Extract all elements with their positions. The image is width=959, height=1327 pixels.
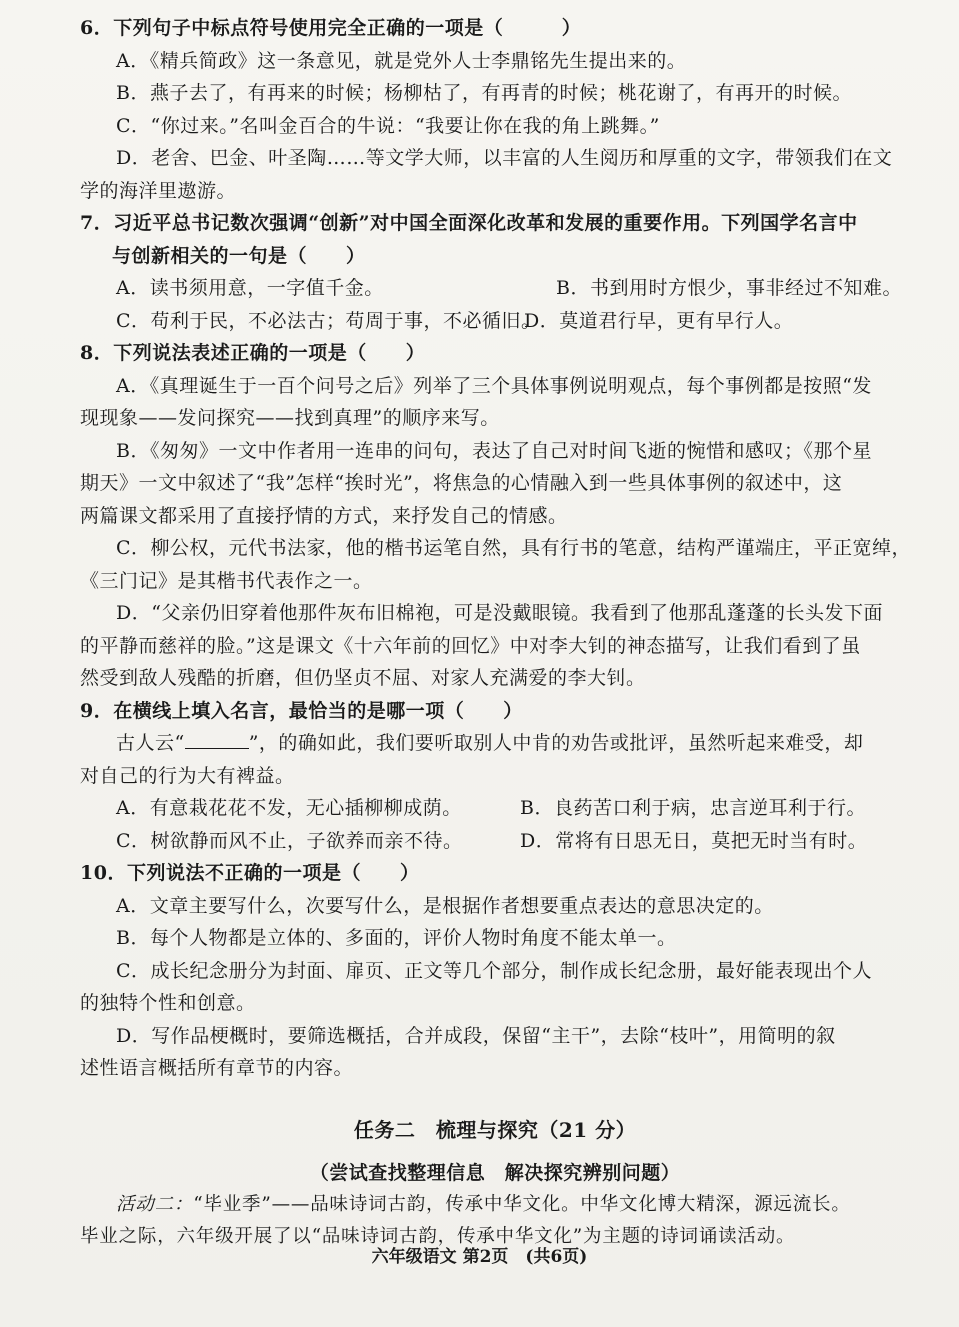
question-body-cont: 对自己的行为大有裨益。 xyxy=(80,764,295,787)
option-b: B．《匆匆》一文中作者用一连串的问句，表达了自己对时间飞逝的惋惜和感叹；《那个星 xyxy=(116,439,872,462)
question-stem: 7．习近平总书记数次强调“创新”对中国全面深化改革和发展的重要作用。下列国学名言中 xyxy=(80,212,858,234)
activity-text: “毕业季”——品味诗词古韵，传承中华文化。中华文化博大精深，源远流长。 xyxy=(193,1193,851,1215)
option-a-cont: 现现象——发问探究——找到真理”的顺序来写。 xyxy=(80,407,500,429)
option-d: D．常将有日思无日，莫把无时当有时。 xyxy=(520,829,868,852)
question-6 xyxy=(80,12,910,207)
option-b: B．良药苦口利于病，忠言逆耳利于行。 xyxy=(520,797,866,819)
question-body xyxy=(80,727,910,760)
option-b: B．燕子去了，有再来的时候；杨柳枯了，有再青的时候；桃花谢了，有再开的时候。 xyxy=(116,82,852,104)
question-stem: 9．在横线上填入名言，最恰当的是哪一项（ ） xyxy=(80,699,523,722)
option-d: D．莫道君行早，更有早行人。 xyxy=(524,309,794,332)
option-d-cont: 学的海洋里遨游。 xyxy=(80,179,237,202)
page-footer: 六年级语文 第2页 (共6页) xyxy=(371,1247,588,1267)
option-a: A．有意栽花花不发，无心插柳柳成荫。 xyxy=(116,797,462,819)
option-a: A．《真理诞生于一百个问号之后》列举了三个具体事例说明观点，每个事例都是按照“发 xyxy=(116,374,872,397)
question-8 xyxy=(80,337,910,695)
options-row-1 xyxy=(80,272,910,305)
question-stem-cont: 与创新相关的一句是（ ） xyxy=(112,244,366,267)
option-c: C．苟利于民，不必法古；苟周于事，不必循旧。 xyxy=(116,309,541,332)
body-text: 古人云“ xyxy=(116,732,185,754)
activity-label: 活动二： xyxy=(116,1193,194,1215)
option-d: D．“父亲仍旧穿着他那件灰布旧棉袍，可是没戴眼镜。我看到了他那乱蓬蓬的长头发下面 xyxy=(116,602,883,624)
option-d: D．写作品梗概时，要筛选概括，合并成段，保留“主干”，去除“枝叶”，用简明的叙 xyxy=(116,1024,836,1047)
body-text: ”，的确如此，我们要听取别人中肯的劝告或批评，虽然听起来难受，却 xyxy=(248,732,864,754)
page-content xyxy=(80,12,910,1253)
activity-line-2: 毕业之际，六年级开展了以“品味诗词古韵，传承中华文化”为主题的诗词诵读活动。 xyxy=(80,1225,796,1247)
option-d-cont: 述性语言概括所有章节的内容。 xyxy=(80,1057,354,1079)
question-stem: 10．下列说法不正确的一项是（ ） xyxy=(80,862,420,884)
section-title: 任务二 梳理与探究（21 分） xyxy=(353,1117,637,1142)
section-subtitle: （尝试查找整理信息 解决探究辨别问题） xyxy=(309,1161,681,1184)
option-a: A．《精兵简政》这一条意见，就是党外人士李鼎铭先生提出来的。 xyxy=(116,49,687,72)
activity-line-1 xyxy=(80,1189,910,1221)
option-b-cont: 两篇课文都采用了直接抒情的方式，来抒发自己的情感。 xyxy=(80,504,568,527)
option-b: B．每个人物都是立体的、多面的，评价人物时角度不能太单一。 xyxy=(116,927,677,949)
option-c: C．“你过来。”名叫金百合的牛说：“我要让你在我的角上跳舞。” xyxy=(116,114,660,137)
question-9 xyxy=(80,695,910,858)
options-row-1 xyxy=(80,792,910,825)
option-d: D．老舍、巴金、叶圣陶……等文学大师，以丰富的人生阅历和厚重的文字，带领我们在文 xyxy=(116,147,893,169)
option-d-cont: 的平静而慈祥的脸。”这是课文《十六年前的回忆》中对李大钊的神态描写，让我们看到了虽 xyxy=(80,634,861,657)
option-b-cont: 期天》一文中叙述了“我”怎样“挨时光”，将焦急的心情融入到一些具体事例的叙述中，这 xyxy=(80,472,843,494)
question-7 xyxy=(80,207,910,337)
option-a: A．读书须用意，一字值千金。 xyxy=(116,277,384,299)
option-c-cont: 的独特个性和创意。 xyxy=(80,992,256,1014)
options-row-2 xyxy=(80,305,910,338)
question-stem: 6．下列句子中标点符号使用完全正确的一项是（ ） xyxy=(80,17,582,39)
option-b: B．书到用时方恨少，事非经过不知难。 xyxy=(556,277,902,299)
options-row-2 xyxy=(80,825,910,858)
option-c: C．柳公权，元代书法家，他的楷书运笔自然，具有行书的笔意，结构严谨端庄，平正宽绰， xyxy=(116,537,912,559)
fill-blank xyxy=(185,730,249,749)
question-10 xyxy=(80,857,910,1085)
option-a: A．文章主要写什么，次要写什么，是根据作者想要重点表达的意思决定的。 xyxy=(116,894,774,917)
option-c-cont: 《三门记》是其楷书代表作之一。 xyxy=(80,569,373,592)
option-c: C．树欲静而风不止，子欲养而亲不待。 xyxy=(116,829,463,852)
question-stem: 8．下列说法表述正确的一项是（ ） xyxy=(80,342,426,364)
option-c: C．成长纪念册分为封面、扉页、正文等几个部分，制作成长纪念册，最好能表现出个人 xyxy=(116,959,873,982)
option-d-cont: 然受到敌人残酷的折磨，但仍坚贞不屈、对家人充满爱的李大钊。 xyxy=(80,667,646,689)
